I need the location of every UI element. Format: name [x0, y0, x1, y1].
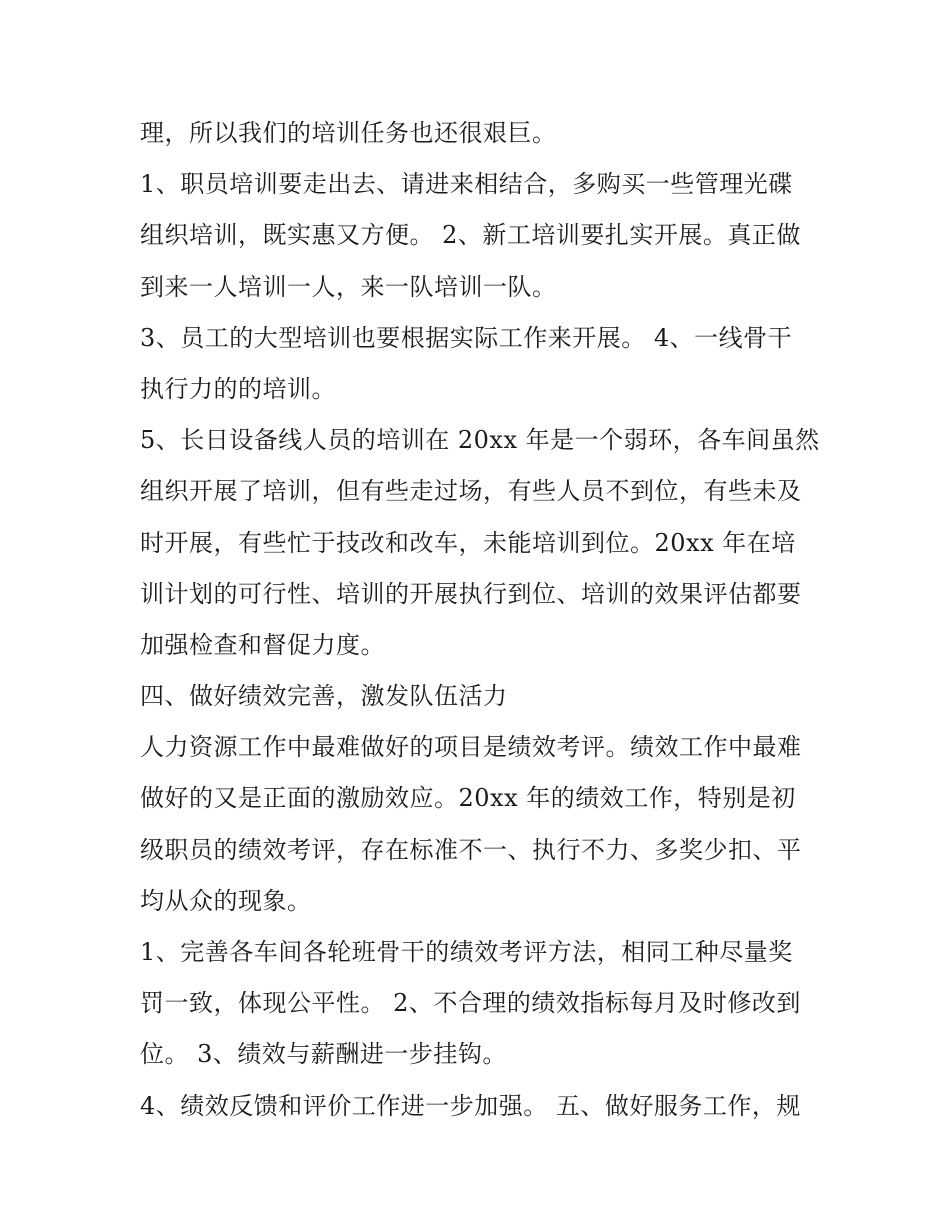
text-line: 人力资源工作中最难做好的项目是绩效考评。绩效工作中最难 [140, 733, 802, 762]
text-line: 位。 3、绩效与薪酬进一步挂钩。 [140, 1040, 507, 1069]
text-line: 均从众的现象。 [140, 886, 312, 915]
section-heading: 四、做好绩效完善，激发队伍活力 [140, 682, 508, 711]
text-line: 5、长日设备线人员的培训在 20xx 年是一个弱环，各车间虽然 [140, 426, 820, 455]
text-line: 1、职员培训要走出去、请进来相结合，多购买一些管理光碟 [140, 170, 793, 199]
text-line: 到来一人培训一人，来一队培训一队。 [140, 272, 557, 301]
text-line: 4、绩效反馈和评价工作进一步加强。 五、做好服务工作，规 [140, 1091, 801, 1120]
document-body [140, 108, 820, 1132]
text-line: 时开展，有些忙于技改和改车，未能培训到位。20xx 年在培 [140, 528, 796, 557]
text-line: 3、员工的大型培训也要根据实际工作来开展。 4、一线骨干 [140, 323, 793, 352]
text-line: 组织培训，既实惠又方便。 2、新工培训要扎实开展。真正做 [140, 221, 801, 250]
text-line: 训计划的可行性、培训的开展执行到位、培训的效果评估都要 [140, 579, 802, 608]
text-line: 级职员的绩效考评，存在标准不一、执行不力、多奖少扣、平 [140, 835, 802, 864]
text-line: 组织开展了培训，但有些走过场，有些人员不到位，有些未及 [140, 477, 802, 506]
text-line: 罚一致，体现公平性。 2、不合理的绩效指标每月及时修改到 [140, 989, 801, 1018]
text-line: 加强检查和督促力度。 [140, 630, 385, 659]
text-line: 1、完善各车间各轮班骨干的绩效考评方法，相同工种尽量奖 [140, 938, 793, 966]
text-line: 执行力的的培训。 [140, 374, 336, 403]
text-line: 理，所以我们的培训任务也还很艰巨。 [140, 119, 557, 147]
text-line: 做好的又是正面的激励效应。20xx 年的绩效工作，特别是初 [140, 784, 796, 813]
